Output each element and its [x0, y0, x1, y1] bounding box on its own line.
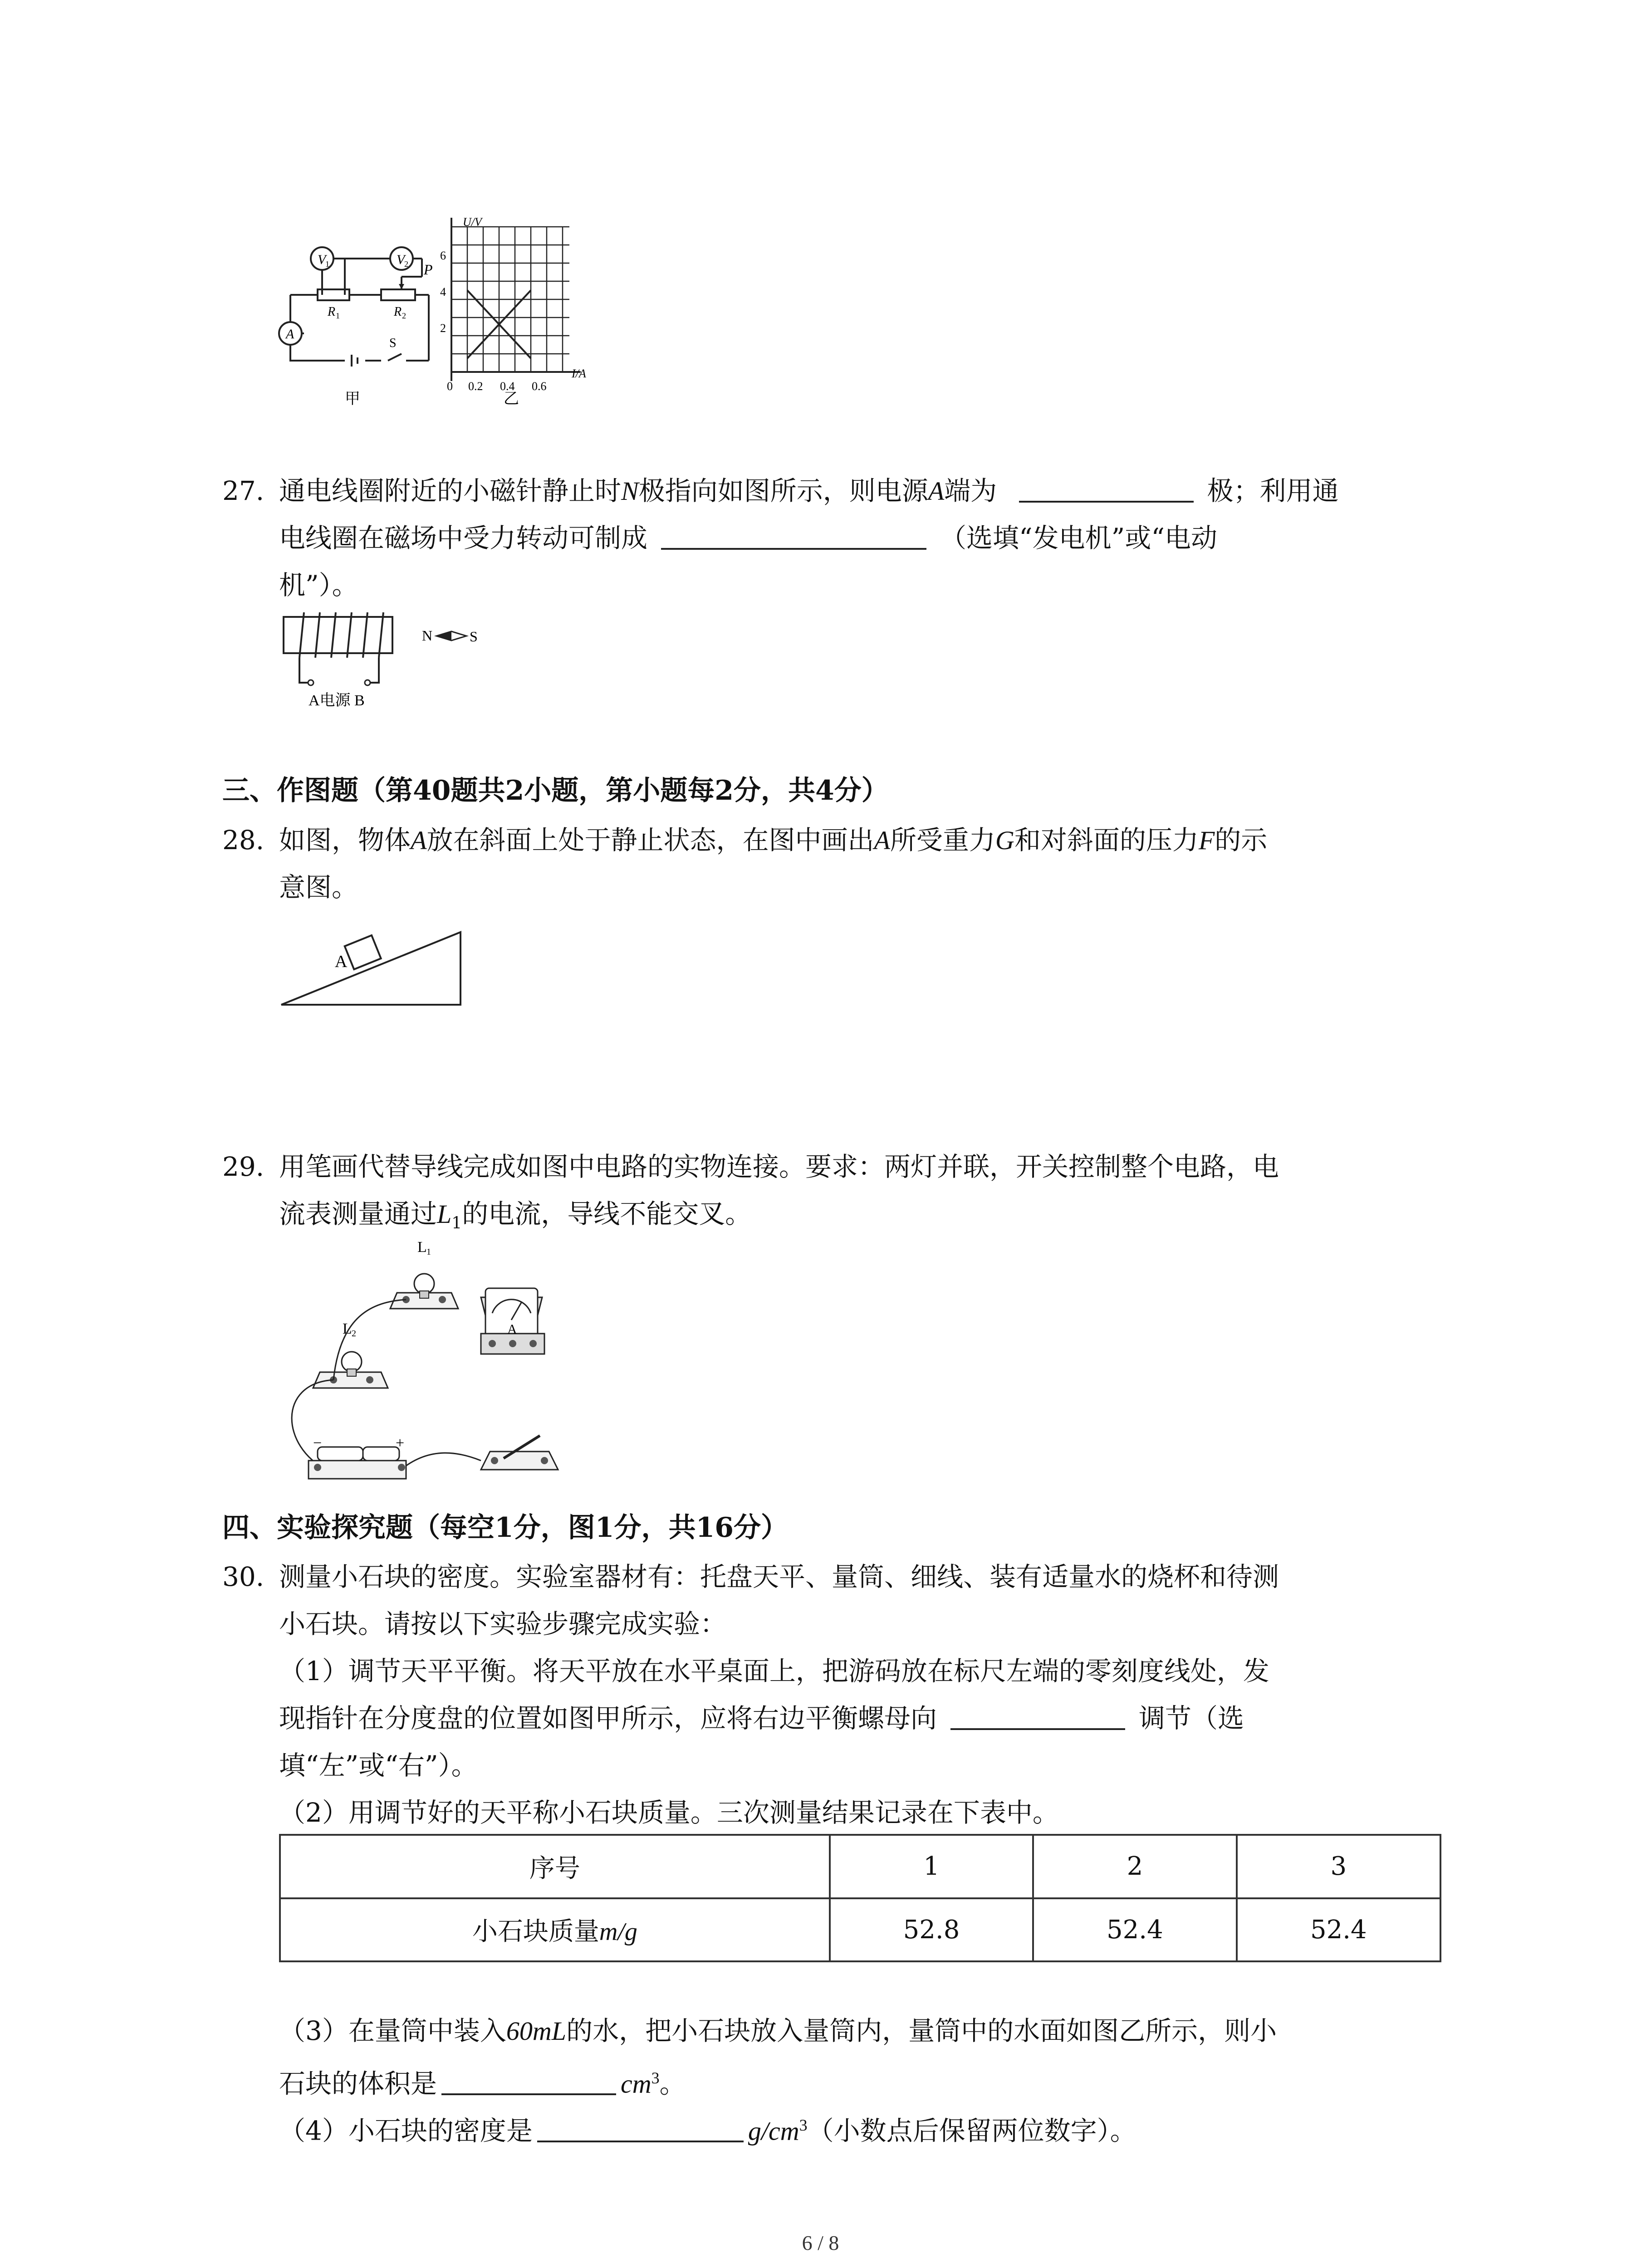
text-run: 小石块质量 [472, 1917, 599, 1947]
text-run: （选填“发电机”或“电动 [940, 523, 1217, 553]
graph-x-tick: 0.4 [500, 380, 515, 393]
text-run: 所受重力 [890, 825, 995, 855]
power-source-label: A电源 B [309, 692, 365, 709]
unit-g-per-cm3: g/cm [748, 2116, 799, 2146]
question-line [279, 1695, 1244, 1742]
battery-plus-label: + [396, 1435, 405, 1452]
circuit-diagram [290, 259, 429, 367]
ammeter-label: A [507, 1322, 517, 1337]
lamp-l2-label: L [343, 1320, 352, 1337]
question-line: 意图。 [279, 872, 358, 903]
question-line: 测量小石块的密度。实验室器材有：托盘天平、量筒、细线、装有适量水的烧杯和待测 [279, 1561, 1279, 1592]
table-row [280, 1835, 1440, 1898]
graph-x-tick: 0 [447, 380, 453, 393]
table-cell: 52.4 [1033, 1898, 1236, 1962]
circuit-graph-svg [272, 209, 617, 422]
figure-label-right: 乙 [504, 391, 519, 407]
table-row-label [280, 1898, 830, 1962]
text-run: （4）小石块的密度是 [279, 2115, 533, 2146]
figure-label-left: 甲 [345, 391, 360, 407]
graph-y-axis-label: U/V [463, 215, 482, 229]
question-line [279, 514, 1217, 562]
figure-circuit-graph [272, 209, 617, 422]
text-run: 通电线圈附近的小磁针静止时 [279, 475, 622, 506]
question-line: 机”）。 [279, 570, 358, 601]
text-run: 如图，物体 [279, 825, 411, 855]
question-number: 30. [222, 1561, 265, 1592]
question-line: 小石块。请按以下实验步骤完成实验： [279, 1608, 727, 1639]
r1-label: R [328, 305, 336, 319]
text-run: 和对斜面的压力 [1014, 825, 1199, 855]
variable-mass-unit: m/g [599, 1918, 637, 1946]
table-header-cell: 序号 [280, 1835, 830, 1898]
unit-sup: 3 [651, 2069, 660, 2087]
ui-graph [440, 215, 586, 393]
text-run: 现指针在分度盘的位置如图甲所示，应将右边平衡螺母向 [279, 1703, 937, 1734]
text-run: 极；利用通 [1207, 475, 1339, 506]
text-run: （3）在量筒中装入 [279, 2015, 506, 2046]
variable-f: F [1198, 826, 1215, 855]
graph-x-axis-label: I/A [572, 367, 586, 380]
v2-label: V [397, 252, 405, 267]
ammeter-device-icon [481, 1288, 544, 1354]
graph-y-tick: 6 [440, 249, 446, 262]
battery-minus-label: − [313, 1435, 322, 1452]
question-number: 27. [222, 475, 265, 506]
question-line: （1）调节天平平衡。将天平放在水平桌面上，把游码放在标尺左端的零刻度线处，发 [279, 1656, 1269, 1686]
answer-blank-direction[interactable] [950, 1700, 1125, 1730]
magnet-n-label: N [422, 627, 433, 644]
table-header-cell: 2 [1033, 1835, 1236, 1898]
answer-blank-pole[interactable] [1019, 473, 1194, 503]
v2-sub: 2 [404, 259, 408, 269]
table-cell: 52.4 [1237, 1898, 1440, 1962]
text-run: 调节（选 [1139, 1703, 1244, 1734]
variable-volume: 60mL [506, 2016, 567, 2046]
question-line [279, 2054, 686, 2107]
switch-icon [481, 1436, 558, 1470]
table-row [280, 1898, 1440, 1962]
question-number: 28. [222, 825, 265, 855]
question-line: 用笔画代替导线完成如图中电路的实物连接。要求：两灯并联，开关控制整个电路，电 [279, 1151, 1279, 1182]
answer-blank-device[interactable] [661, 520, 926, 550]
lamp-l1-label: L [417, 1239, 427, 1256]
figure-physical-circuit [268, 1234, 585, 1492]
block-a [345, 935, 381, 969]
figure-coil-magnet [272, 603, 508, 717]
text-run: 电线圈在磁场中受力转动可制成 [279, 523, 648, 553]
p-label: P [424, 261, 433, 278]
question-line [279, 467, 1339, 515]
text-run: 放在斜面上处于静止状态，在图中画出 [426, 825, 874, 855]
variable-g: G [995, 826, 1014, 855]
variable-l: L [437, 1199, 452, 1229]
r2-label: R [394, 305, 402, 319]
question-line: 填“左”或“右”）。 [279, 1750, 478, 1781]
page-number: 6 / 8 [802, 2231, 839, 2254]
battery-holder-icon [309, 1447, 406, 1479]
question-line [279, 2007, 1277, 2055]
text-run: 。 [659, 2068, 686, 2099]
answer-blank-volume[interactable] [441, 2065, 616, 2095]
v1-label: V [318, 252, 326, 267]
variable-a: A [928, 476, 945, 506]
variable-n: N [621, 476, 639, 506]
text-run: （小数点后保留两位数字）。 [807, 2115, 1136, 2146]
text-run: 极指向如图所示，则电源 [638, 475, 928, 506]
table-cell: 52.8 [830, 1898, 1033, 1962]
variable-a: A [411, 826, 427, 855]
graph-y-tick: 4 [440, 285, 446, 298]
variable-a: A [874, 826, 890, 855]
section-heading: 四、实验探究题（每空1分，图1分，共16分） [222, 1512, 788, 1544]
table-header-cell: 1 [830, 1835, 1033, 1898]
text-run: 的水，把小石块放入量筒内，量筒中的水面如图乙所示，则小 [566, 2015, 1277, 2046]
lamp-l1-sub: 1 [426, 1247, 431, 1257]
text-run: 流表测量通过 [279, 1198, 437, 1229]
r2-sub: 2 [402, 311, 406, 320]
magnet-s-label: S [470, 628, 478, 645]
text-run: 的示 [1215, 825, 1268, 855]
graph-x-tick: 0.2 [468, 380, 483, 393]
answer-blank-density[interactable] [537, 2112, 744, 2142]
question-number: 29. [222, 1151, 265, 1182]
question-line [279, 816, 1267, 864]
r1-sub: 1 [336, 311, 340, 320]
table-header-cell: 3 [1237, 1835, 1440, 1898]
text-run: 端为 [944, 475, 997, 506]
mass-table [279, 1834, 1441, 1962]
v1-sub: 1 [325, 259, 329, 269]
question-line: （2）用调节好的天平称小石块质量。三次测量结果记录在下表中。 [279, 1797, 1059, 1828]
figure-incline [272, 912, 467, 1012]
block-label: A [335, 952, 348, 971]
section-heading: 三、作图题（第40题共2小题，第小题每2分，共4分） [222, 775, 889, 807]
graph-y-tick: 2 [440, 322, 446, 335]
question-line [279, 2102, 1136, 2155]
text-run: 的电流，导线不能交叉。 [462, 1198, 752, 1229]
text-run: 石块的体积是 [279, 2068, 437, 2099]
unit-cm: cm [621, 2069, 652, 2099]
s-label: S [389, 336, 397, 350]
variable-sub: 1 [451, 1214, 462, 1233]
lamp-l2-sub: 2 [352, 1329, 356, 1339]
graph-x-tick: 0.6 [532, 380, 547, 393]
unit-sup: 3 [799, 2116, 808, 2134]
a-label: A [286, 327, 294, 342]
